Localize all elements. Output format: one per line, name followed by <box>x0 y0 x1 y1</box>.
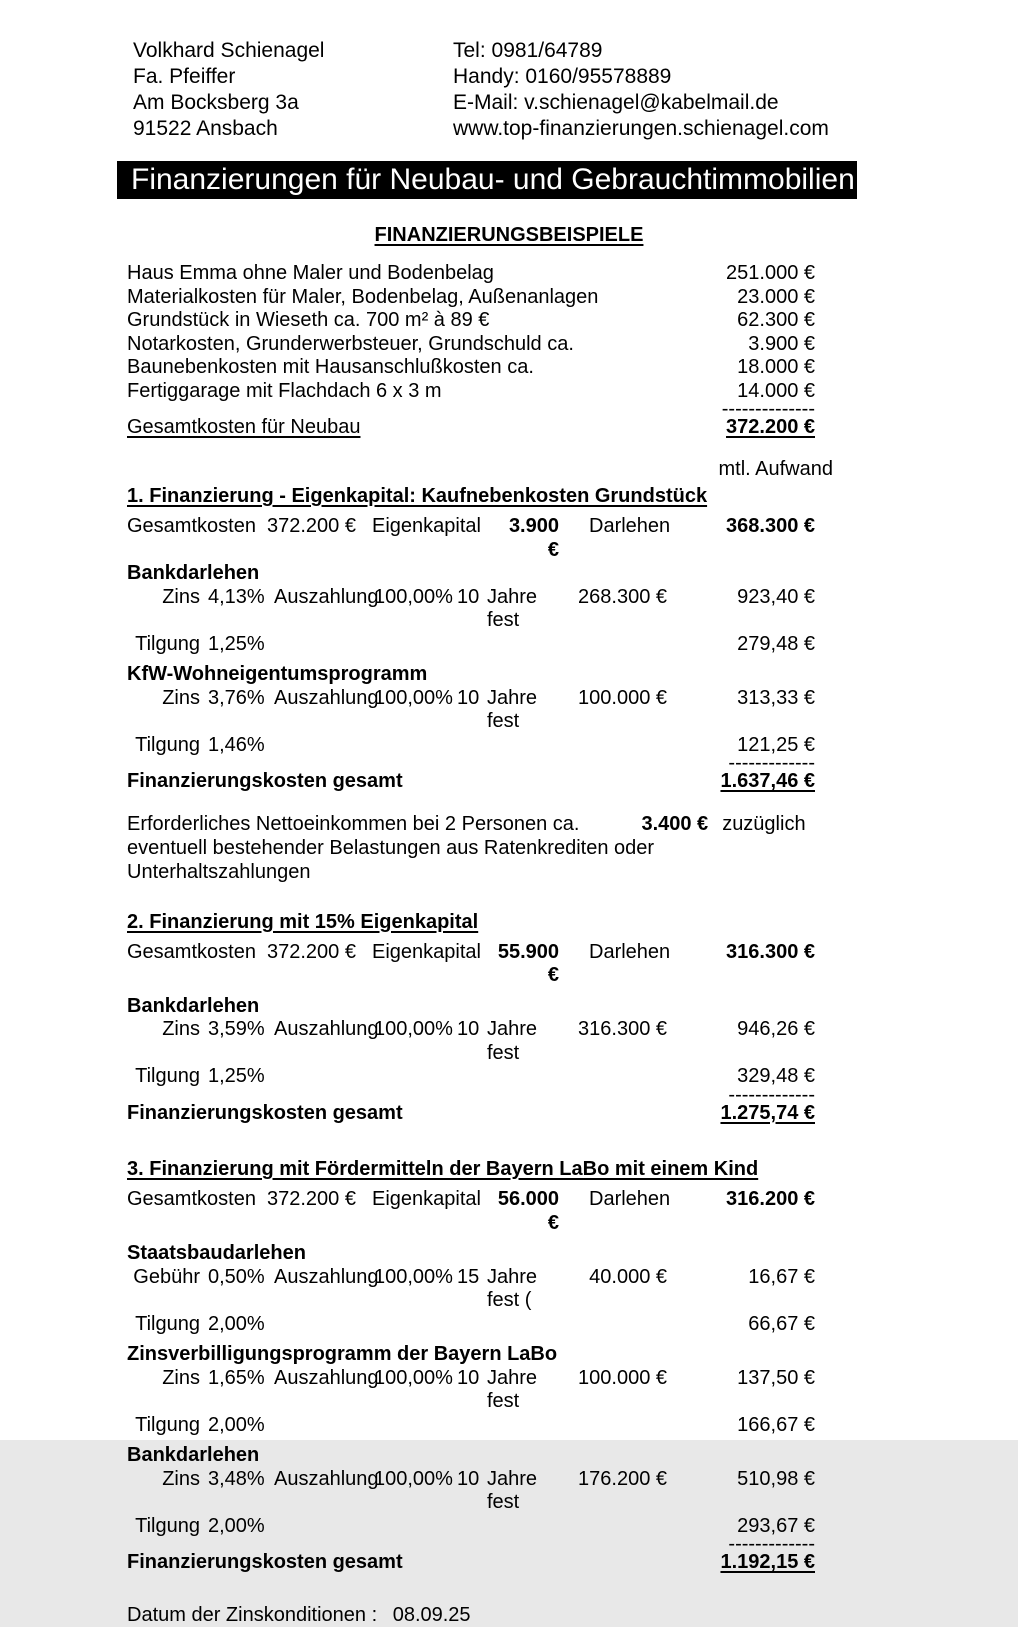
detail-monthly: 279,48 € <box>737 632 815 655</box>
loan-program <box>127 1242 815 1336</box>
detail-fixed: Jahre fest <box>487 1018 538 1064</box>
summary-ek-value: 56.000 € <box>497 1188 559 1234</box>
rate-conditions-date-line <box>127 1603 815 1627</box>
page-title-text: FINANZIERUNGSBEISPIELE <box>374 224 644 246</box>
detail-rate: 3,48% <box>208 1467 265 1490</box>
loan-program-name: KfW-Wohneigentumsprogramm <box>127 663 428 685</box>
loan-program <box>127 1444 815 1538</box>
detail-ausz-value: 100,00% <box>374 1467 453 1490</box>
monthly-column-header: mtl. Aufwand <box>718 457 833 480</box>
summary-gk-label: Gesamtkosten <box>127 515 256 537</box>
dashed-separator: ------------- <box>728 1083 815 1106</box>
detail-label: Zins <box>162 1018 200 1040</box>
detail-monthly: 16,67 € <box>748 1265 815 1288</box>
detail-rate: 3,59% <box>208 1018 265 1040</box>
loan-detail-row <box>127 734 815 758</box>
summary-ek-value: 3.900 € <box>508 515 559 561</box>
loan-detail-row <box>127 1018 815 1065</box>
detail-ausz-value: 100,00% <box>374 1265 453 1288</box>
summary-gk-label: Gesamtkosten <box>127 940 256 963</box>
detail-ausz-value: 100,00% <box>374 1366 453 1389</box>
detail-ausz-value: 100,00% <box>374 1018 453 1040</box>
detail-label: Tilgung <box>135 1514 200 1537</box>
detail-fixed: Jahre fest <box>487 686 538 732</box>
loan-program-name: Bankdarlehen <box>127 1444 260 1466</box>
detail-monthly: 66,67 € <box>748 1312 815 1335</box>
loan-detail-row <box>127 1266 815 1313</box>
section-summary-row <box>127 515 815 562</box>
loan-detail-row <box>127 633 815 657</box>
detail-amount: 268.300 € <box>578 585 667 608</box>
contact-header <box>133 0 1018 142</box>
summary-gk-value: 372.200 € <box>267 1188 356 1210</box>
summary-dl-label: Darlehen <box>589 940 671 963</box>
detail-ausz-label: Auszahlung <box>274 1366 379 1389</box>
detail-rate: 4,13% <box>208 585 265 608</box>
section-heading <box>127 910 815 934</box>
cost-total-amount: 372.200 € <box>726 416 815 438</box>
section-total-value: 1.192,15 € <box>720 1551 815 1573</box>
detail-amount: 316.300 € <box>578 1018 667 1040</box>
section-total-label: Finanzierungskosten gesamt <box>127 1551 403 1573</box>
loan-detail-row <box>127 1414 815 1438</box>
contact-phone: Tel: 0981/64789 <box>453 39 603 62</box>
cost-row <box>127 286 815 310</box>
detail-monthly: 329,48 € <box>737 1065 815 1087</box>
income-note-line1 <box>127 812 815 836</box>
section-total-label: Finanzierungskosten gesamt <box>127 1101 403 1124</box>
detail-years: 10 <box>457 1467 480 1490</box>
cost-total-row <box>127 416 815 440</box>
loan-detail-row <box>127 1515 815 1539</box>
cost-label: Fertiggarage mit Flachdach 6 x 3 m <box>127 379 442 402</box>
detail-monthly: 137,50 € <box>737 1366 815 1389</box>
section-heading-text: 1. Finanzierung - Eigenkapital: Kaufnebenkosten Grundstück <box>127 485 708 507</box>
section-total-value: 1.275,74 € <box>720 1101 815 1124</box>
summary-ek-label: Eigenkapital <box>372 515 481 537</box>
detail-monthly: 510,98 € <box>737 1467 815 1490</box>
loan-program <box>127 1343 815 1437</box>
loan-detail-row <box>127 687 815 734</box>
income-note-pre: Erforderliches Nettoeinkommen bei 2 Personen ca. <box>127 812 580 835</box>
detail-rate: 3,76% <box>208 686 265 709</box>
cost-row <box>127 333 815 357</box>
loan-program-name: Bankdarlehen <box>127 562 260 584</box>
section-heading-text: 3. Finanzierung mit Fördermitteln der Bayern LaBo mit einem Kind <box>127 1158 759 1180</box>
banner-title: Finanzierungen für Neubau- und Gebrauchtimmobilien <box>117 161 857 199</box>
contact-email: E-Mail: v.schienagel@kabelmail.de <box>453 91 779 114</box>
document-content <box>127 262 833 1627</box>
dashed-separator: ------------- <box>728 752 815 774</box>
detail-rate: 1,25% <box>208 632 265 655</box>
section-total-row <box>127 770 815 794</box>
cost-row <box>127 262 815 286</box>
loan-program <box>127 663 815 757</box>
cost-label: Baunebenkosten mit Hausanschlußkosten ca. <box>127 356 534 378</box>
detail-label: Tilgung <box>135 733 200 756</box>
loan-program-name: Zinsverbilligungsprogramm der Bayern LaBo <box>127 1343 558 1365</box>
cost-row <box>127 356 815 380</box>
detail-years: 15 <box>457 1265 480 1288</box>
detail-years: 10 <box>457 585 480 608</box>
detail-monthly: 293,67 € <box>737 1514 815 1537</box>
detail-rate: 1,25% <box>208 1065 265 1087</box>
detail-label: Zins <box>162 686 200 709</box>
detail-rate: 2,00% <box>208 1413 265 1436</box>
detail-rate: 0,50% <box>208 1265 265 1288</box>
detail-ausz-value: 100,00% <box>374 686 453 709</box>
section-total-row <box>127 1551 815 1575</box>
detail-ausz-value: 100,00% <box>374 585 453 608</box>
detail-label: Tilgung <box>135 1065 200 1087</box>
cost-label: Materialkosten für Maler, Bodenbelag, Außenanlagen <box>127 285 599 308</box>
loan-program-name: Bankdarlehen <box>127 994 260 1017</box>
detail-label: Gebühr <box>133 1265 200 1288</box>
cost-total-label: Gesamtkosten für Neubau <box>127 416 361 438</box>
cost-amount: 251.000 € <box>726 262 815 284</box>
dashed-separator: ------------- <box>728 1533 815 1555</box>
loan-detail-row <box>127 1313 815 1337</box>
detail-fixed: Jahre fest ( <box>487 1265 538 1311</box>
detail-ausz-label: Auszahlung <box>274 1467 379 1490</box>
detail-rate: 2,00% <box>208 1514 265 1537</box>
detail-monthly: 923,40 € <box>737 585 815 608</box>
detail-label: Tilgung <box>135 1312 200 1335</box>
summary-ek-value: 55.900 € <box>497 940 559 986</box>
section-heading <box>127 1157 815 1181</box>
section-summary-row <box>127 941 815 988</box>
detail-monthly: 121,25 € <box>737 733 815 756</box>
loan-detail-row <box>127 1367 815 1414</box>
loan-program-name: Staatsbaudarlehen <box>127 1242 306 1264</box>
detail-amount: 176.200 € <box>578 1467 667 1490</box>
financing-section-2 <box>127 910 815 1126</box>
cost-row <box>127 380 815 404</box>
summary-ek-label: Eigenkapital <box>372 1188 481 1210</box>
section-total-label: Finanzierungskosten gesamt <box>127 770 403 792</box>
section-total-value: 1.637,46 € <box>720 770 815 792</box>
contact-mobile: Handy: 0160/95578889 <box>453 65 672 88</box>
cost-amount: 62.300 € <box>737 309 815 331</box>
income-note <box>127 812 815 884</box>
detail-fixed: Jahre fest <box>487 585 538 631</box>
section-summary-row <box>127 1188 815 1235</box>
detail-amount: 100.000 € <box>578 686 667 709</box>
income-note-post: zuzüglich <box>722 812 806 835</box>
contact-company: Fa. Pfeiffer <box>133 65 236 88</box>
detail-ausz-label: Auszahlung <box>274 1265 379 1288</box>
detail-rate: 1,65% <box>208 1366 265 1389</box>
loan-detail-row <box>127 586 815 633</box>
contact-comm-block <box>453 38 873 142</box>
cost-row <box>127 309 815 333</box>
section-heading <box>127 484 815 508</box>
loan-detail-row <box>127 1468 815 1515</box>
detail-ausz-label: Auszahlung <box>274 1018 379 1040</box>
detail-fixed: Jahre fest <box>487 1467 538 1513</box>
cost-amount: 23.000 € <box>737 285 815 308</box>
contact-city: 91522 Ansbach <box>133 117 278 140</box>
cost-table <box>127 262 815 440</box>
date-label: Datum der Zinskonditionen : <box>127 1603 378 1626</box>
date-value: 08.09.25 <box>392 1603 471 1626</box>
detail-years: 10 <box>457 686 480 709</box>
contact-name: Volkhard Schienagel <box>133 39 325 62</box>
detail-monthly: 313,33 € <box>737 686 815 709</box>
summary-gk-value: 372.200 € <box>267 515 356 537</box>
cost-amount: 3.900 € <box>748 332 815 355</box>
cost-amount: 18.000 € <box>737 356 815 378</box>
detail-label: Zins <box>162 1366 200 1389</box>
section-total-row <box>127 1102 815 1126</box>
detail-label: Tilgung <box>135 1413 200 1436</box>
summary-dl-value: 316.200 € <box>726 1188 815 1210</box>
detail-label: Tilgung <box>135 632 200 655</box>
dashed-separator: -------------- <box>721 398 815 420</box>
summary-dl-label: Darlehen <box>589 1188 671 1210</box>
contact-website: www.top-finanzierungen.schienagel.com <box>453 117 829 140</box>
financing-section-1 <box>127 484 815 794</box>
cost-label: Notarkosten, Grunderwerbsteuer, Grundschuld ca. <box>127 332 574 355</box>
detail-monthly: 946,26 € <box>737 1018 815 1040</box>
detail-fixed: Jahre fest <box>487 1366 538 1412</box>
loan-program <box>127 995 815 1089</box>
cost-label: Grundstück in Wieseth ca. 700 m² à 89 € <box>127 309 490 331</box>
summary-dl-label: Darlehen <box>589 515 671 537</box>
loan-program <box>127 562 815 656</box>
detail-years: 10 <box>457 1366 480 1389</box>
summary-gk-label: Gesamtkosten <box>127 1188 256 1210</box>
summary-dl-value: 316.300 € <box>726 940 815 963</box>
detail-ausz-label: Auszahlung <box>274 686 379 709</box>
summary-dl-value: 368.300 € <box>726 515 815 537</box>
page-title <box>0 224 1018 247</box>
detail-amount: 100.000 € <box>578 1366 667 1389</box>
contact-street: Am Bocksberg 3a <box>133 91 299 114</box>
contact-address-block <box>133 38 453 142</box>
summary-gk-value: 372.200 € <box>267 940 356 963</box>
detail-monthly: 166,67 € <box>737 1413 815 1436</box>
detail-label: Zins <box>162 1467 200 1490</box>
summary-ek-label: Eigenkapital <box>372 940 481 963</box>
income-note-amount: 3.400 € <box>641 812 709 835</box>
detail-rate: 2,00% <box>208 1312 265 1335</box>
detail-rate: 1,46% <box>208 733 265 756</box>
detail-ausz-label: Auszahlung <box>274 585 379 608</box>
section-heading-text: 2. Finanzierung mit 15% Eigenkapital <box>127 910 479 933</box>
income-note-line2: eventuell bestehender Belastungen aus Ratenkrediten oder Unterhaltszahlungen <box>127 836 655 883</box>
cost-label: Haus Emma ohne Maler und Bodenbelag <box>127 262 494 284</box>
detail-amount: 40.000 € <box>589 1265 667 1288</box>
cost-amount: 14.000 € <box>737 379 815 402</box>
loan-detail-row <box>127 1065 815 1089</box>
detail-years: 10 <box>457 1018 480 1040</box>
detail-label: Zins <box>162 585 200 608</box>
financing-section-3 <box>127 1157 815 1575</box>
